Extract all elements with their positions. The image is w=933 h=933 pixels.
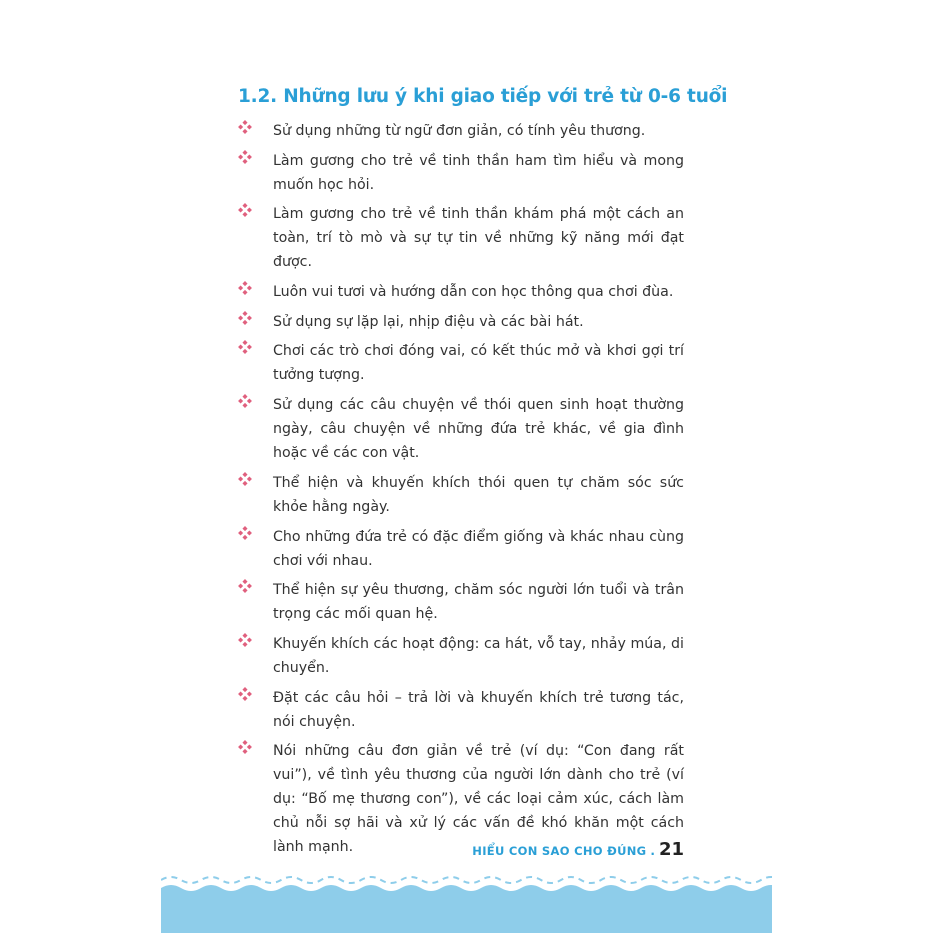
diamond-bullet-icon: [238, 340, 252, 354]
footer-book-title: HIỂU CON SAO CHO ĐÚNG: [472, 844, 647, 858]
list-item-text: Nói những câu đơn giản về trẻ (ví dụ: “Con đang rất vui”), về tình yêu thương của người lớn dành cho trẻ (ví dụ: “Bố mẹ thương con”), về các loại cảm xúc, cách làm chủ nỗi sợ hãi và xử lý các vấn đề khó khăn một cách lành mạnh.: [273, 743, 684, 856]
list-item: [238, 149, 684, 197]
diamond-bullet-icon: [238, 687, 252, 701]
page-footer: [472, 839, 684, 860]
wave-fill: [161, 885, 772, 933]
list-item: [238, 310, 684, 334]
list-item: [238, 686, 684, 734]
list-item: [238, 280, 684, 304]
diamond-bullet-icon: [238, 281, 252, 295]
bullet-list: [238, 119, 684, 865]
list-item: [238, 471, 684, 519]
diamond-bullet-icon: [238, 472, 252, 486]
list-item-text: Sử dụng các câu chuyện về thói quen sinh hoạt thường ngày, câu chuyện về những đứa trẻ khác, về gia đình hoặc về các con vật.: [273, 397, 684, 462]
list-item-text: Làm gương cho trẻ về tinh thần ham tìm hiểu và mong muốn học hỏi.: [273, 152, 684, 193]
list-item-text: Thể hiện và khuyến khích thói quen tự chăm sóc sức khỏe hằng ngày.: [273, 474, 684, 515]
wave-decoration: [161, 870, 772, 933]
list-item-text: Luôn vui tươi và hướng dẫn con học thông qua chơi đùa.: [273, 284, 674, 301]
list-item-text: Khuyến khích các hoạt động: ca hát, vỗ tay, nhảy múa, di chuyển.: [273, 635, 684, 676]
diamond-bullet-icon: [238, 311, 252, 325]
wave-dashed-line: [161, 877, 772, 883]
diamond-bullet-icon: [238, 579, 252, 593]
footer-separator: .: [650, 844, 655, 858]
diamond-bullet-icon: [238, 633, 252, 647]
list-item-text: Thể hiện sự yêu thương, chăm sóc người lớn tuổi và trân trọng các mối quan hệ.: [273, 582, 684, 623]
list-item-text: Chơi các trò chơi đóng vai, có kết thúc mở và khơi gợi trí tưởng tượng.: [273, 343, 684, 384]
diamond-bullet-icon: [238, 120, 252, 134]
list-item-text: Làm gương cho trẻ về tinh thần khám phá một cách an toàn, trí tò mò và sự tự tin về những kỹ năng mới đạt được.: [273, 206, 684, 271]
list-item: [238, 632, 684, 680]
list-item: [238, 119, 684, 143]
list-item: [238, 525, 684, 573]
diamond-bullet-icon: [238, 394, 252, 408]
list-item: [238, 578, 684, 626]
diamond-bullet-icon: [238, 150, 252, 164]
diamond-bullet-icon: [238, 203, 252, 217]
list-item-text: Sử dụng sự lặp lại, nhịp điệu và các bài hát.: [273, 313, 584, 330]
list-item-text: Đặt các câu hỏi – trả lời và khuyến khích trẻ tương tác, nói chuyện.: [273, 689, 684, 730]
list-item: [238, 339, 684, 387]
section-heading: 1.2. Những lưu ý khi giao tiếp với trẻ từ 0-6 tuổi: [238, 86, 728, 107]
list-item: [238, 393, 684, 465]
list-item-text: Cho những đứa trẻ có đặc điểm giống và khác nhau cùng chơi với nhau.: [273, 528, 684, 569]
list-item: [238, 202, 684, 274]
page-number: 21: [658, 839, 684, 860]
diamond-bullet-icon: [238, 740, 252, 754]
list-item-text: Sử dụng những từ ngữ đơn giản, có tính yêu thương.: [273, 123, 646, 139]
diamond-bullet-icon: [238, 526, 252, 540]
